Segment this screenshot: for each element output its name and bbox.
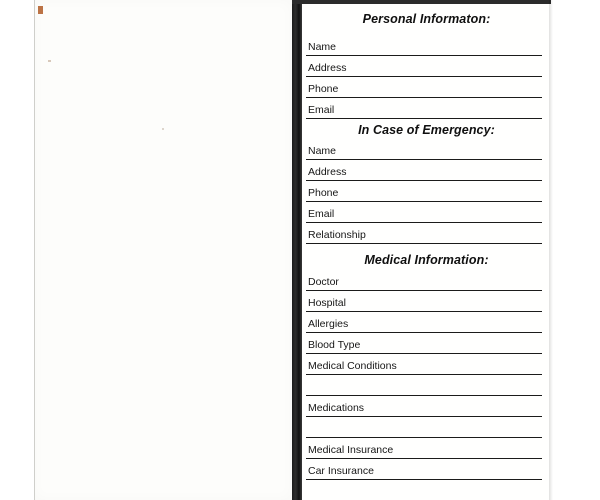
field-label-name: Name <box>308 41 337 53</box>
field-label-car-insurance: Car Insurance <box>308 465 374 477</box>
field-label-medical-conditions: Medical Conditions <box>308 360 397 372</box>
field-label-name: Name <box>308 145 337 157</box>
left-page-edge <box>34 0 35 500</box>
book-gutter-shadow <box>292 0 302 500</box>
field-label-blood-type: Blood Type <box>308 339 361 351</box>
field-row-blank[interactable] <box>302 480 551 500</box>
section-title-emergency: In Case of Emergency: <box>358 123 495 137</box>
field-label-address: Address <box>308 62 347 74</box>
field-row[interactable] <box>302 438 551 459</box>
field-label-hospital: Hospital <box>308 297 346 309</box>
field-row[interactable] <box>302 333 551 354</box>
left-blank-page <box>34 0 292 500</box>
field-row[interactable] <box>302 160 551 181</box>
section-emergency-fields <box>302 139 551 244</box>
field-row[interactable] <box>302 202 551 223</box>
field-label-relationship: Relationship <box>308 229 366 241</box>
field-label-email: Email <box>308 208 335 220</box>
field-row[interactable] <box>302 98 551 119</box>
paper-speck <box>48 60 51 62</box>
field-row[interactable] <box>302 139 551 160</box>
field-row-blank[interactable] <box>302 375 551 396</box>
field-row[interactable] <box>302 181 551 202</box>
field-label-phone: Phone <box>308 83 339 95</box>
field-label-allergies: Allergies <box>308 318 349 330</box>
field-row[interactable] <box>302 396 551 417</box>
page-outer-margin-left <box>0 0 34 500</box>
field-row[interactable] <box>302 459 551 480</box>
field-rule <box>306 243 542 244</box>
page-corner-mark <box>38 6 43 14</box>
field-label-medications: Medications <box>308 402 365 414</box>
field-rule <box>306 118 542 119</box>
field-row-blank[interactable] <box>302 417 551 438</box>
field-row[interactable] <box>302 35 551 56</box>
field-row[interactable] <box>302 270 551 291</box>
field-label-email: Email <box>308 104 335 116</box>
field-label-address: Address <box>308 166 347 178</box>
field-label-medical-insurance: Medical Insurance <box>308 444 394 456</box>
field-row[interactable] <box>302 291 551 312</box>
section-medical-fields <box>302 270 551 500</box>
field-row[interactable] <box>302 56 551 77</box>
field-label-phone: Phone <box>308 187 339 199</box>
field-row[interactable] <box>302 354 551 375</box>
section-title-personal: Personal Informaton: <box>362 12 491 26</box>
section-title-medical: Medical Information: <box>364 253 489 267</box>
paper-speck <box>162 128 164 130</box>
section-personal-fields <box>302 35 551 119</box>
field-label-doctor: Doctor <box>308 276 339 288</box>
field-row[interactable] <box>302 77 551 98</box>
field-row[interactable] <box>302 312 551 333</box>
form-area <box>302 0 551 500</box>
field-row[interactable] <box>302 223 551 244</box>
page-outer-margin-right <box>553 0 600 500</box>
